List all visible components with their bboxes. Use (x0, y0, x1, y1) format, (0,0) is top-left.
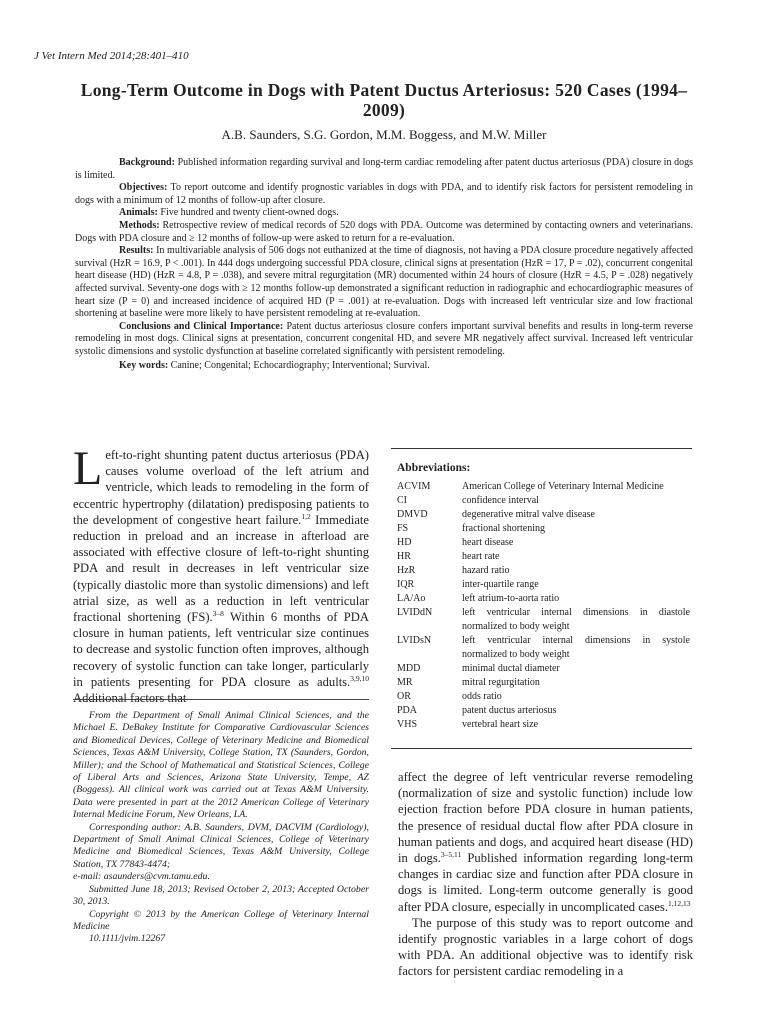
abbreviation-term: MDD (397, 663, 421, 674)
abbreviation-definition: left atrium-to-aorta ratio (462, 593, 560, 604)
abbreviation-term: MR (397, 677, 413, 688)
abstract-text: Patent ductus arteriosus closure confers important survival benefits and results in long-term reverse remodeling in most dogs. Clinical signs at presentation, concurrent congenital HD, and severe MR negatively affect survival. Increased left ventricular systolic dimensions and systolic dysfunction at baseline correlated significantly with persistent remodeling. (75, 320, 693, 357)
abstract-keywords (75, 360, 693, 373)
abbreviation-term: VHS (397, 719, 418, 730)
abbreviation-definition: hazard ratio (462, 565, 510, 576)
abbreviation-term: FS (397, 523, 409, 534)
abstract-text: Retrospective review of medical records of 520 dogs with PDA. Outcome was determined by contacting owners and veterinarians. Dogs with PDA closure and ≥ 12 months of follow-up were asked to return for a re-evaluation. (75, 219, 694, 244)
abbreviation-definition: left ventricular internal dimensions in systole normalized to body weight (462, 635, 690, 660)
abbreviation-definition: degenerative mitral valve disease (462, 509, 595, 520)
abstract-conclusions (75, 321, 693, 359)
citation: 3–5,11 (440, 849, 462, 859)
abbreviation-definition: odds ratio (462, 691, 502, 702)
abstract-animals (75, 207, 693, 220)
abstract-text: In multivariable analysis of 506 dogs not euthanized at the time of diagnosis, not having a PDA closure procedure negatively affected survival (HzR = 16.9, P < .001). In 444 dogs undergoing successful PDA closure, clinical signs at presentation (HzR = 17, P = .02), concurrent congenital heart disease (HD) (HzR = 4.8, P = .038), and severe mitral regurgitation (MR) documented within 24 hours of closure (HzR = 4.5, P = .028) negatively affected survival. Seventy-one dogs with ≥ 12 months follow-up demonstrated a significant reduction in radiographic and echocardiographic measures of heart size (P = 0) and increased incidence of acquired HD (P = .001) at re-evaluation. Dogs with increased left ventricular size and low fractional shortening at baseline were more likely to have persistent remodeling at re-evaluation. (75, 245, 694, 320)
body-text: Published information regarding long-term changes in cardiac size and function after PDA closure in dogs is limited. Long-term outcome generally is good after PDA closure, especially in uncomplicated cases. (398, 851, 693, 914)
body-text: Immediate reduction in preload and an increase in afterload are associated with effective closure of left-to-right shunting PDA and result in decreases in left ventricular size (typically diastolic more than systolic dimensions) and left atrial size, as well as a reduction in left ventricular fractional shortening (FS). (73, 512, 370, 625)
drop-cap: L (73, 442, 103, 495)
citation: 3–8 (212, 608, 224, 618)
abbreviation-definition: confidence interval (462, 495, 539, 506)
author-list: A.B. Saunders, S.G. Gordon, M.M. Boggess, and M.W. Miller (221, 127, 547, 142)
introduction-text (73, 442, 370, 706)
abbreviations-title: Abbreviations: (397, 462, 471, 474)
abstract-background (75, 157, 693, 182)
body-text-right-column (398, 769, 693, 980)
abbreviation-term: LVIDsN (397, 635, 432, 646)
journal-reference: J Vet Intern Med 2014;28:401–410 (34, 50, 189, 62)
abstract-label: Animals: (119, 207, 158, 219)
citation: 1,12,13 (667, 898, 691, 908)
abbreviation-term: CI (397, 495, 407, 506)
abstract-label: Results: (119, 245, 154, 257)
abstract-label: Methods: (119, 219, 160, 231)
body-paragraph (398, 769, 693, 915)
abstract (75, 157, 693, 372)
abbreviation-term: OR (397, 691, 411, 702)
abbreviation-term: HzR (397, 565, 416, 576)
body-text: affect the degree of left ventricular reverse remodeling (normalization of size and systolic function) include low ejection fraction before PDA closure in human patients, the presence of residual ductal flow after PDA closure in human patients and dogs, and acquired heart disease (HD) in dogs. (398, 770, 693, 866)
abstract-methods (75, 220, 693, 245)
author-email: e-mail: asaunders@cvm.tamu.edu. (73, 871, 210, 883)
abbreviation-term: ACVIM (397, 481, 431, 492)
corresponding-author: Corresponding author: A.B. Saunders, DVM, DACVIM (Cardiology), Department of Small Animal Clinical Sciences, College of Veterinary Medicine and Biomedical Sciences, Texas A&M University, College Station, TX 77843-4474; (73, 821, 369, 870)
abbreviation-term: HD (397, 537, 412, 548)
body-text: eft-to-right shunting patent ductus arteriosus (PDA) causes volume overload of the left atrium and ventricle, which leads to remodeling in the form of eccentric hypertrophy (dilatation) predisposing patients to the development of congestive heart failure. (73, 448, 369, 527)
body-text: Within 6 months of PDA closure in human patients, left ventricular size continues to decrease and systolic function often improves, although recovery of systolic function can take longer, particularly in patients presenting for PDA closure as adults. (73, 610, 369, 689)
abbreviation-term: PDA (397, 705, 418, 716)
abbreviation-term: LA/Ao (397, 593, 426, 604)
abstract-label: Conclusions and Clinical Importance: (119, 320, 284, 332)
abbreviation-definition: heart rate (462, 551, 500, 562)
abstract-label: Objectives: (119, 182, 168, 194)
footnote-divider (73, 699, 369, 700)
abbreviation-definition: vertebral heart size (462, 719, 539, 730)
doi: 10.1111/jvim.12267 (89, 933, 166, 945)
abbreviation-definition: mitral regurgitation (462, 677, 540, 688)
submission-dates: Submitted June 18, 2013; Revised October 2, 2013; Accepted October 30, 2013. (73, 883, 369, 908)
abstract-label: Background: (119, 157, 175, 168)
abbreviation-definition: heart disease (462, 537, 514, 548)
abbreviations-box (391, 448, 692, 749)
body-paragraph: The purpose of this study was to report outcome and identify prognostic variables in a large cohort of dogs with PDA. An additional objective was to identify risk factors for persistent cardiac remodeling in a (398, 915, 693, 979)
abstract-text: Five hundred and twenty client-owned dogs. (160, 207, 339, 219)
abstract-label: Key words: (119, 359, 169, 371)
body-text: Additional factors that (73, 691, 187, 706)
abstract-objectives (75, 182, 693, 207)
citation: 3,9,10 (350, 673, 369, 683)
abbreviation-term: DMVD (397, 509, 428, 520)
abbreviation-term: LVIDdN (397, 607, 433, 618)
abbreviation-definition: American College of Veterinary Internal Medicine (462, 481, 664, 492)
abstract-text: Published information regarding survival and long-term cardiac remodeling after patent ductus arteriosus (PDA) closure in dogs is limited. (75, 157, 694, 181)
abbreviation-definition: left ventricular internal dimensions in diastole normalized to body weight (462, 607, 690, 632)
affiliation-note: From the Department of Small Animal Clinical Sciences, and the Michael E. DeBakey Institute for Comparative Cardiovascular Sciences and Biomedical Devices, College of Veterinary Medicine and Biomedical Sciences, Texas A&M University, College Station, TX (Saunders, Gordon, Miller); and the School of Mathematical and Statistical Sciences, College of Liberal Arts and Sciences, Arizona State University, Tempe, AZ (Boggess). All clinical work was carried out at Texas A&M University. Data were presented in part at the 2012 American College of Veterinary Internal Medicine Forum, New Orleans, LA. (73, 710, 369, 821)
copyright-notice: Copyright © 2013 by the American College of Veterinary Internal Medicine (73, 908, 369, 932)
abstract-results (75, 245, 693, 321)
abbreviation-definition: patent ductus arteriosus (462, 705, 557, 716)
citation: 1,2 (301, 511, 311, 521)
abbreviation-definition: minimal ductal diameter (462, 663, 560, 674)
abbreviation-term: HR (397, 551, 411, 562)
abbreviation-definition: fractional shortening (462, 523, 546, 534)
abbreviation-definition: inter-quartile range (462, 579, 539, 590)
abstract-text: Canine; Congenital; Echocardiography; Interventional; Survival. (170, 359, 430, 371)
intro-paragraph (73, 442, 370, 706)
abstract-text: To report outcome and identify prognostic variables in dogs with PDA, and to identify risk factors for persistent remodeling in dogs with a minimum of 12 months of follow-up after closure. (75, 182, 694, 206)
footnote (73, 710, 369, 946)
article-title: Long-Term Outcome in Dogs with Patent Ductus Arteriosus: 520 Cases (1994–2009) (80, 80, 688, 120)
abbreviation-term: IQR (397, 579, 415, 590)
